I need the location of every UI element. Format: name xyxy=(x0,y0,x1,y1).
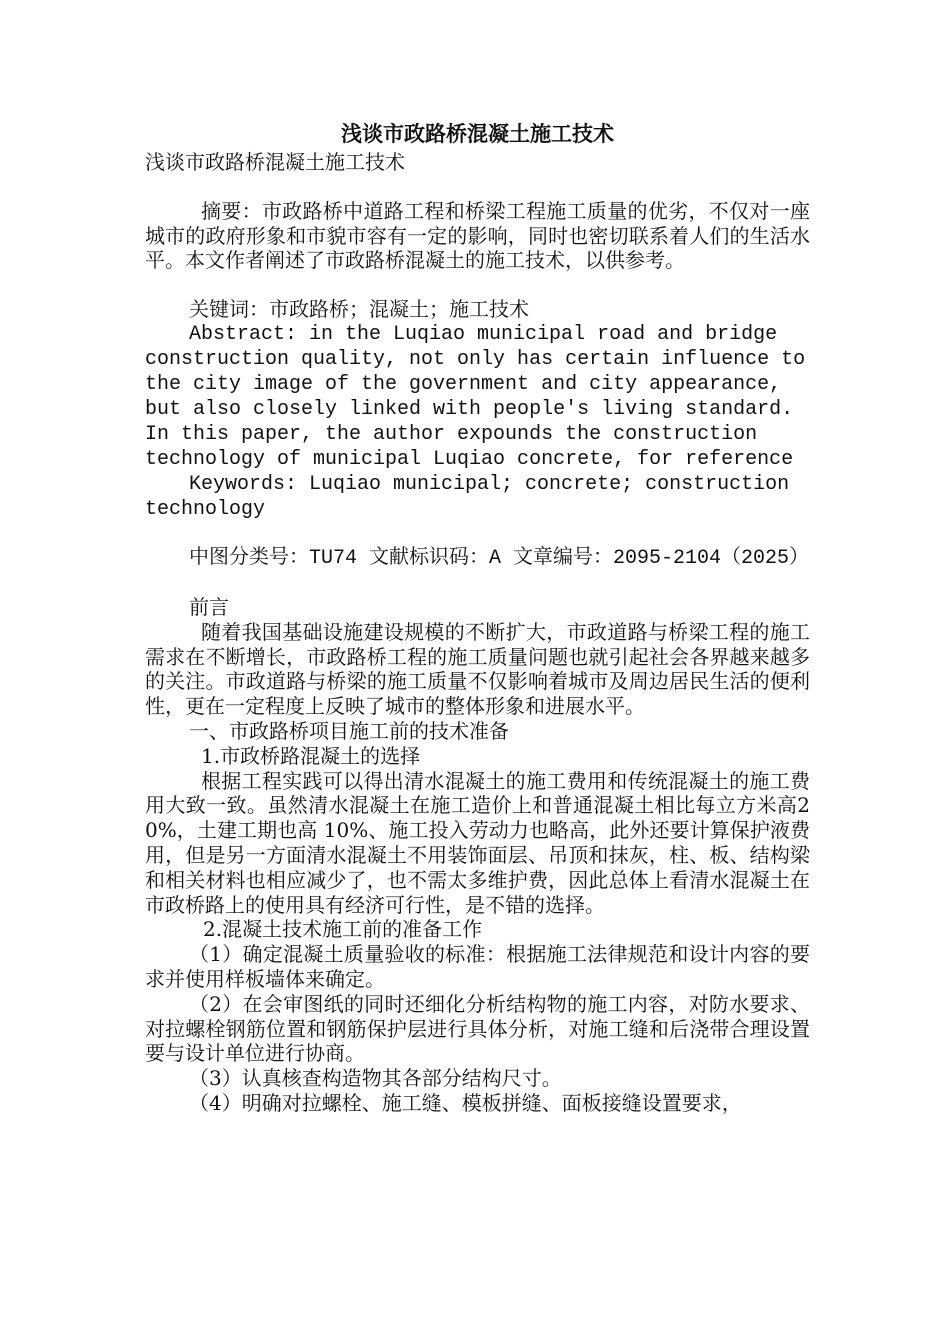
document-subtitle: 浅谈市政路桥混凝土施工技术 xyxy=(145,150,405,174)
list-item-2: （2）在会审图纸的同时还细化分析结构物的施工内容，对防水要求、对拉螺栓钢筋位置和钢筋保护层进行具体分析，对施工缝和后浇带合理设置要与设计单位进行协商。 xyxy=(145,991,810,1066)
document-page xyxy=(145,118,810,1116)
subsection-2-heading: 2.混凝土技术施工前的准备工作 xyxy=(203,917,483,942)
preface-text: 随着我国基础设施建设规模的不断扩大，市政道路与桥梁工程的施工需求在不断增长，市政路桥工程的施工质量问题也就引起社会各界越来越多的关注。市政道路与桥梁的施工质量不仅影响着城市及周边居民生活的便利性，更在一定程度上反映了城市的整体形象和进展水平。 xyxy=(145,619,810,719)
abstract-cn: 摘要：市政路桥中道路工程和桥梁工程施工质量的优劣，不仅对一座城市的政府形象和市貌市容有一定的影响，同时也密切联系着人们的生活水平。本文作者阐述了市政路桥混凝土的施工技术，以供参考。 xyxy=(145,198,810,273)
classification-line: 中图分类号：TU74 文献标识码：A 文章编号：2095-2104（2025） xyxy=(189,546,810,570)
abstract-en: Abstract: in the Luqiao municipal road and bridge construction quality, not only has certain influence to the city image of the government and city appearance, but also closely linked with people's living standard. In this paper, the author expounds the construction technology of municipal Luqiao concrete, for reference xyxy=(145,322,806,471)
preface-heading: 前言 xyxy=(189,594,229,619)
section-1-heading: 一、市政路桥项目施工前的技术准备 xyxy=(189,718,509,743)
keywords-cn: 关键词：市政路桥；混凝土；施工技术 xyxy=(189,297,529,322)
list-item-1: （1）确定混凝土质量验收的标准：根据施工法律规范和设计内容的要求并使用样板墙体来确定。 xyxy=(145,942,810,991)
document-title: 浅谈市政路桥混凝土施工技术 xyxy=(341,121,614,146)
keywords-en: Keywords: Luqiao municipal; concrete; construction technology xyxy=(145,472,790,521)
subsection-1-heading: 1.市政桥路混凝土的选择 xyxy=(201,743,421,768)
subsection-1-text: 根据工程实践可以得出清水混凝土的施工费用和传统混凝土的施工费用大致一致。虽然清水混凝土在施工造价上和普通混凝土相比每立方米高20%，土建工期也高 10%、施工投入劳动力也略高，此外还要计算保护液费用，但是另一方面清水混凝土不用装饰面层、吊顶和抹灰，柱、板、结构梁和相关材料也相应减少了，也不需太多维护费，因此总体上看清水混凝土在市政桥路上的使用具有经济可行性，是不错的选择。 xyxy=(145,768,810,917)
list-item-4: （4）明确对拉螺栓、施工缝、模板拼缝、面板接缝设置要求， xyxy=(189,1090,742,1115)
list-item-3: （3）认真核查构造物其各部分结构尺寸。 xyxy=(189,1066,562,1091)
